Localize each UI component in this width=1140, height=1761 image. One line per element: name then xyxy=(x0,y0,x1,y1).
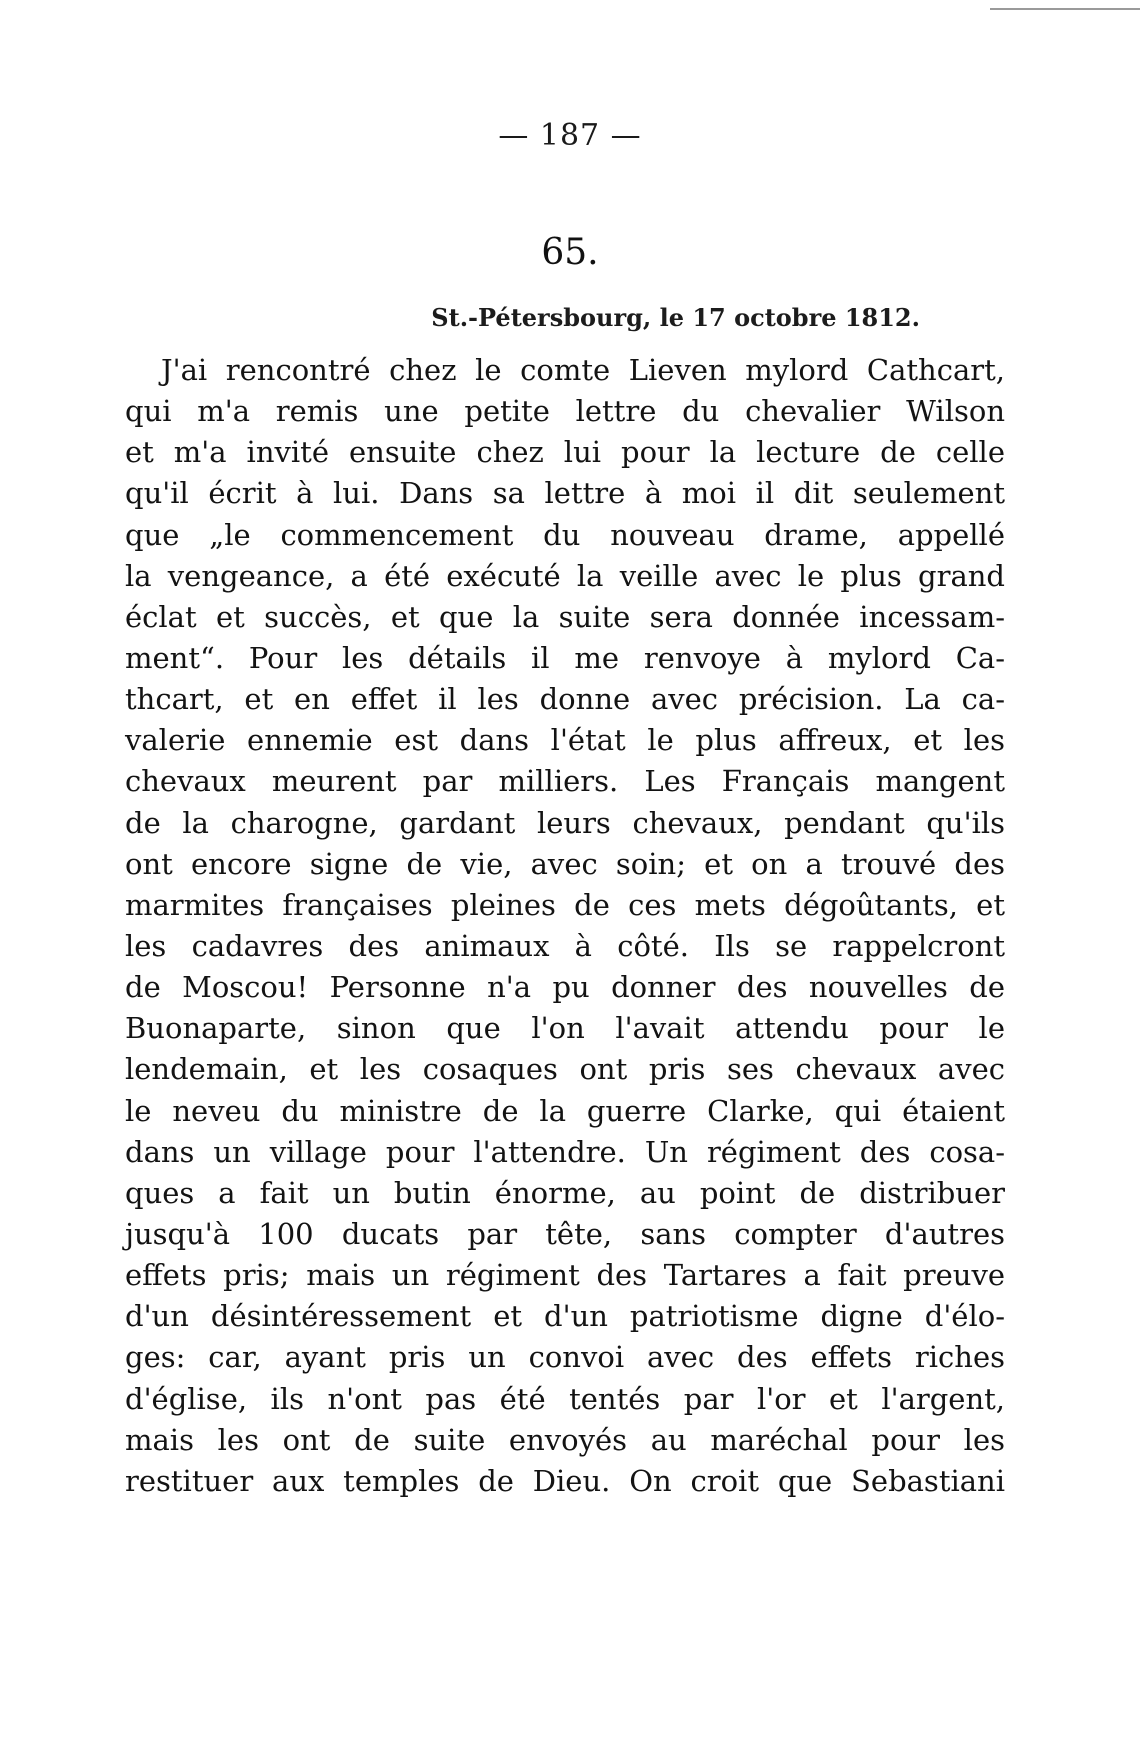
body-line: de la charogne, gardant leurs chevaux, pendant qu'ils xyxy=(125,805,1005,840)
top-edge-rule xyxy=(990,8,1140,10)
body-line: qui m'a remis une petite lettre du chevalier Wilson xyxy=(125,394,1005,429)
body-line: mais les ont de suite envoyés au maréchal pour les xyxy=(125,1422,1005,1457)
body-line: d'église, ils n'ont pas été tentés par l'or et l'argent, xyxy=(125,1381,1005,1416)
body-line: dans un village pour l'attendre. Un régiment des cosa- xyxy=(125,1134,1005,1169)
dateline: St.-Pétersbourg, le 17 octobre 1812. xyxy=(431,303,920,332)
body-line: thcart, et en effet il les donne avec précision. La ca- xyxy=(125,682,1005,717)
body-line: effets pris; mais un régiment des Tartares a fait preuve xyxy=(125,1258,1005,1293)
body-line: de Moscou! Personne n'a pu donner des nouvelles de xyxy=(125,970,1005,1005)
body-line: éclat et succès, et que la suite sera donnée incessam- xyxy=(125,599,1005,634)
body-line: d'un désintéressement et d'un patriotisme digne d'élo- xyxy=(125,1299,1005,1334)
letter-body xyxy=(125,350,1005,1502)
body-line: le neveu du ministre de la guerre Clarke, qui étaient xyxy=(125,1093,1005,1128)
body-line: Buonaparte, sinon que l'on l'avait attendu pour le xyxy=(125,1011,1005,1046)
body-line: que „le commencement du nouveau drame, appellé xyxy=(125,517,1005,552)
body-line: ment“. Pour les détails il me renvoye à mylord Ca- xyxy=(125,640,1005,675)
letter-number: 65. xyxy=(541,232,599,273)
body-line: ges: car, ayant pris un convoi avec des effets riches xyxy=(125,1340,1005,1375)
body-line: marmites françaises pleines de ces mets dégoûtants, et xyxy=(125,887,1005,922)
body-line: valerie ennemie est dans l'état le plus affreux, et les xyxy=(125,723,1005,758)
body-line: ont encore signe de vie, avec soin; et on a trouvé des xyxy=(125,846,1005,881)
body-line: qu'il écrit à lui. Dans sa lettre à moi il dit seulement xyxy=(125,476,1005,511)
body-line: lendemain, et les cosaques ont pris ses chevaux avec xyxy=(125,1052,1005,1087)
body-line: J'ai rencontré chez le comte Lieven mylord Cathcart, xyxy=(161,353,1005,387)
body-line: les cadavres des animaux à côté. Ils se rappelcront xyxy=(125,928,1005,963)
body-line: restituer aux temples de Dieu. On croit que Sebastiani xyxy=(125,1463,1005,1498)
body-line: et m'a invité ensuite chez lui pour la lecture de celle xyxy=(125,435,1005,470)
body-line: ques a fait un butin énorme, au point de distribuer xyxy=(125,1175,1005,1210)
body-line: jusqu'à 100 ducats par tête, sans compter d'autres xyxy=(125,1216,1005,1251)
page-number: — 187 — xyxy=(498,118,642,153)
body-line: chevaux meurent par milliers. Les Français mangent xyxy=(125,764,1005,799)
body-line: la vengeance, a été exécuté la veille avec le plus grand xyxy=(125,558,1005,593)
